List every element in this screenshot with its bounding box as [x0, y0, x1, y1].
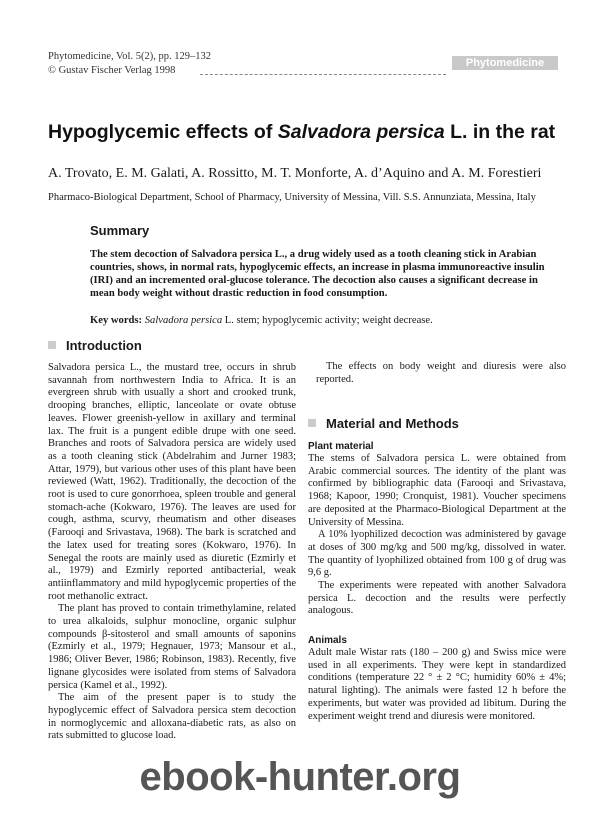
journal-header	[48, 50, 211, 78]
watermark: ebook-hunter.org	[139, 755, 461, 799]
publisher: © Gustav Fischer Verlag 1998	[48, 65, 176, 76]
methods-paragraph: A 10% lyophilized decoction was administered by gavage at doses of 300 mg/kg and 500 mg/kg, dissolved in water. The quantity of lyophilized obtained from 100 g of drug was 9,6 g.	[308, 529, 566, 579]
left-column	[48, 362, 296, 743]
keywords	[90, 315, 565, 326]
intro-paragraph: The effects on body weight and diuresis were also reported.	[316, 361, 566, 385]
methods-paragraph: Adult male Wistar rats (180 – 200 g) and Swiss mice were used in all experiments. They were kept in standardized conditions (temperature 22 ° ± 2 °C; humidity 60% ± 4%; natural lighting). The animals were fasted 12 h before the experiments, but water was provided ad libitum. During the experiment weight trend and diuresis were monitored.	[308, 647, 566, 722]
paper-title	[48, 121, 568, 144]
intro-paragraph: The plant has proved to contain trimethylamine, related to urea alkaloids, sulphur monocline, organic sulphur compounds β-sitosterol and small amounts of saponins (Ezmirly et al., 1979; Hegnauer, 1973; Mansour et al., 1986; Oliver Bever, 1986; Robinson, 1983). Recently, five lignane glycosides were isolated from stems of Salvadora persica (Kamel et al., 1992).	[48, 603, 296, 691]
summary-heading: Summary	[90, 223, 150, 238]
methods-title: Material and Methods	[326, 416, 459, 431]
intro-paragraph: The aim of the present paper is to study the hypoglycemic effect of Salvadora persica stem decoction in normoglycemic and alloxana-diabetic rats, as also on rats submitted to glucose load.	[48, 692, 296, 742]
section-marker	[48, 341, 56, 349]
affiliation: Pharmaco-Biological Department, School of Pharmacy, University of Messina, Vill. S.S. Annunziata, Messina, Italy	[48, 192, 536, 203]
introduction-heading	[48, 338, 142, 353]
plant-material-text	[308, 453, 566, 618]
intro-paragraph: Salvadora persica L., the mustard tree, occurs in shrub savannah from northwestern India to Africa. It is an evergreen shrub with usually a short and crooked trunk, drooping branches, elliptic, lanceolate or ovate obtuse leaves. Flower greenish-yellow in axillary and terminal lax. The fruit is a pungent edible drupe with one seed. Branches and roots of Salvadora persica are widely used as a tooth cleaning stick (Abdelrahim and Jurner 1983; Attar, 1979), but various other uses of this plant have been reviewed (Watt, 1962). Traditionally, the decoction of the root is used to cure gonorrhoea, spleen trouble and general stomach-ache (Kokwaro, 1976). The leaves are used for cough, asthma, scurvy, rheumatism and other diseases (Farooqi and Srivastava, 1968). The bark is scratched and the latex used for treating sores (Kokwaro, 1976). In Senegal the roots are mainly used as diuretic (Ezmirly et al., 1979) and Ezmirly reported antibacterial, weak antiinflammatory and mild hypoglycemic properties of the root methanolic extract.	[48, 362, 296, 602]
summary-line: mean body weight without drastic reduction in food consumption.	[90, 288, 388, 299]
summary-line: The stem decoction of Salvadora persica L., a drug widely used as a tooth cleaning stick in Arabian	[90, 249, 537, 260]
header-divider	[200, 74, 446, 75]
methods-paragraph: The stems of Salvadora persica L. were obtained from Arabic commercial sources. The identity of the plant was confirmed by bibliographic data (Farooqi and Srivastava, 1968; Kapoor, 1990; Cronquist, 1981). Voucher specimens are deposited at the Pharmaco-Biological Department at the University of Messina.	[308, 453, 566, 528]
keywords-species: Salvadora persica	[144, 315, 223, 326]
keywords-label: Key words:	[90, 315, 143, 326]
title-start: Hypoglycemic effects of	[48, 121, 278, 143]
section-marker	[308, 419, 316, 427]
title-species: Salvadora persica	[277, 121, 445, 143]
citation: Phytomedicine, Vol. 5(2), pp. 129–132	[48, 51, 211, 62]
plant-material-heading: Plant material	[308, 441, 374, 452]
methods-paragraph: The experiments were repeated with another Salvadora persica L. decoction and the results were perfectly analogous.	[308, 580, 566, 617]
summary-line: countries, shows, in normal rats, hypoglycemic effects, an increase in plasma immunoreactive insulin	[90, 262, 545, 273]
methods-heading	[308, 416, 459, 431]
animals-text	[308, 647, 566, 723]
title-end: L. in the rat	[444, 121, 556, 143]
summary-text	[90, 248, 565, 300]
intro-continuation	[316, 361, 566, 386]
keywords-list: L. stem; hypoglycemic activity; weight decrease.	[222, 315, 433, 326]
introduction-title: Introduction	[66, 338, 142, 353]
authors: A. Trovato, E. M. Galati, A. Rossitto, M. T. Monforte, A. d’Aquino and A. M. Forestieri	[48, 166, 542, 181]
animals-heading: Animals	[308, 635, 347, 646]
summary-line: (IRI) and an incremented oral-glucose tolerance. The decoction also causes a significant decrease in	[90, 275, 538, 286]
journal-badge: Phytomedicine	[452, 56, 558, 70]
